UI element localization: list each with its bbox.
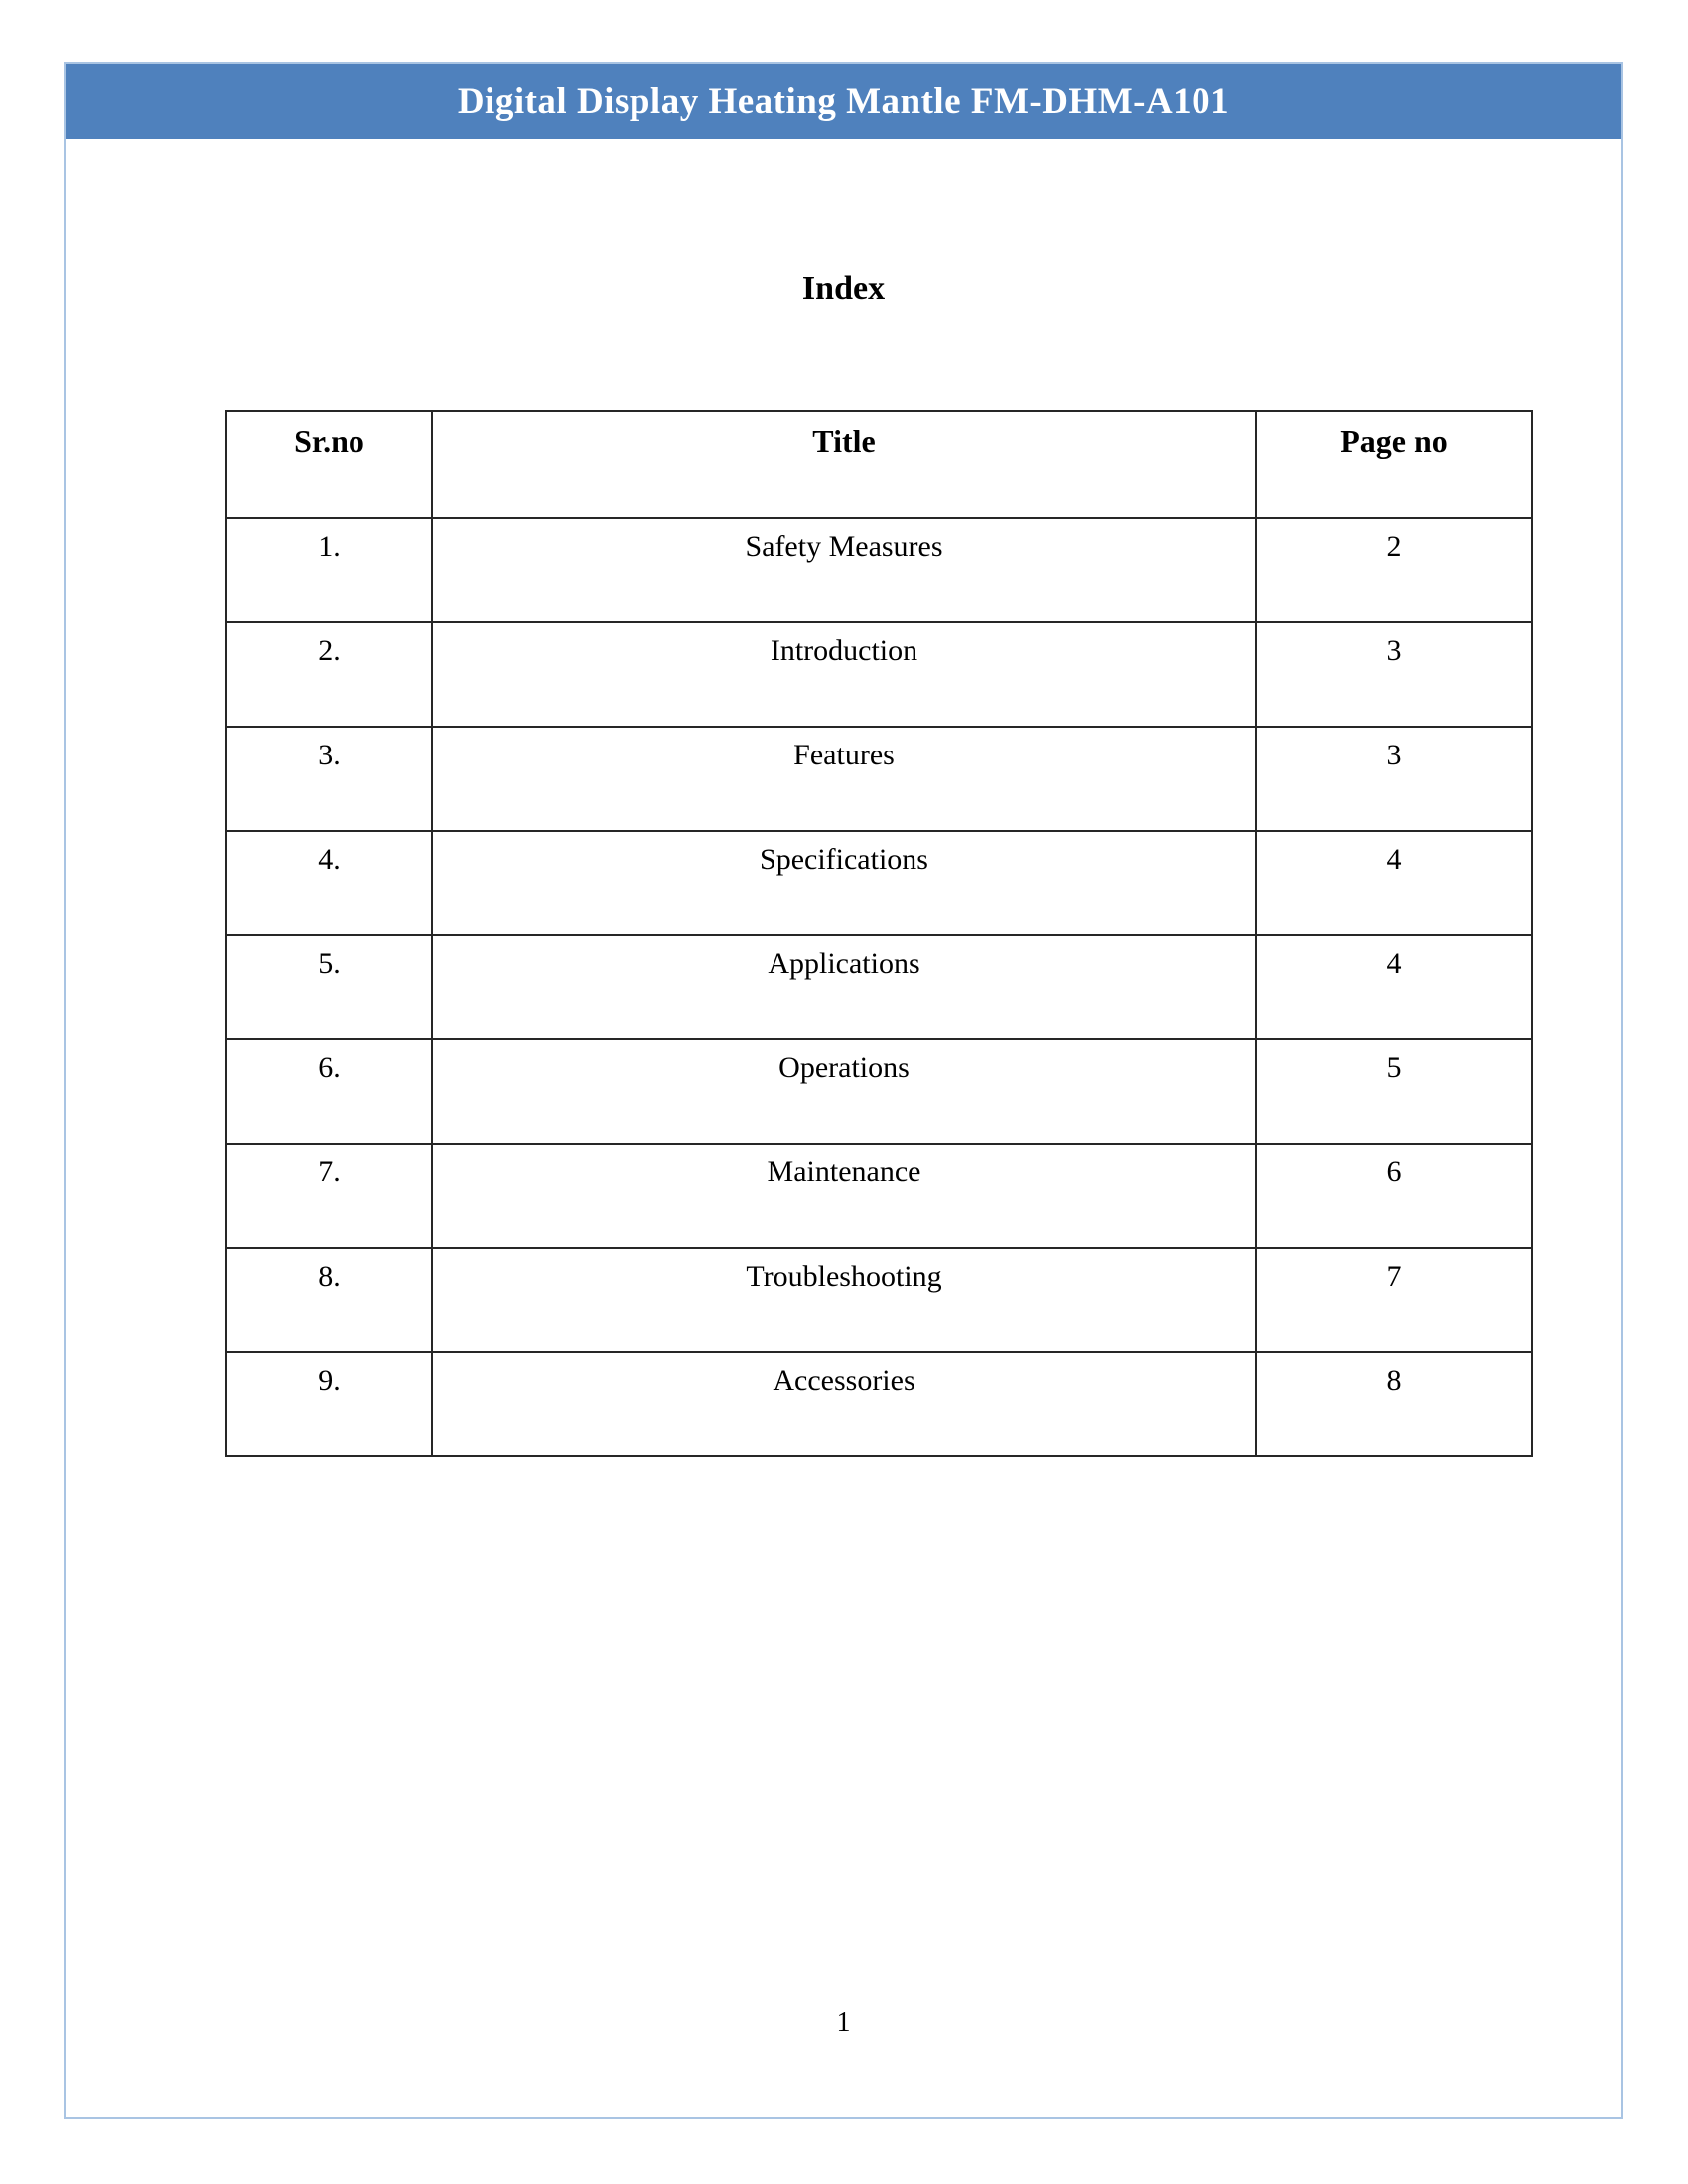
row-pageno: 5 <box>1256 1039 1532 1144</box>
table-row <box>226 831 1532 935</box>
table-row <box>226 622 1532 727</box>
row-srno: 5. <box>226 935 432 1039</box>
row-title: Operations <box>432 1039 1256 1144</box>
document-page <box>64 62 1623 2119</box>
table-row <box>226 935 1532 1039</box>
table-row <box>226 1144 1532 1248</box>
row-srno: 6. <box>226 1039 432 1144</box>
row-title: Accessories <box>432 1352 1256 1456</box>
row-title: Features <box>432 727 1256 831</box>
row-title: Maintenance <box>432 1144 1256 1248</box>
table-row <box>226 1352 1532 1456</box>
row-title: Applications <box>432 935 1256 1039</box>
row-srno: 9. <box>226 1352 432 1456</box>
index-heading: Index <box>801 270 886 307</box>
document-title: Digital Display Heating Mantle FM-DHM-A101 <box>457 80 1230 122</box>
row-pageno: 4 <box>1256 831 1532 935</box>
row-pageno: 6 <box>1256 1144 1532 1248</box>
row-srno: 8. <box>226 1248 432 1352</box>
row-pageno: 3 <box>1256 622 1532 727</box>
row-pageno: 7 <box>1256 1248 1532 1352</box>
row-srno: 1. <box>226 518 432 622</box>
row-pageno: 3 <box>1256 727 1532 831</box>
row-pageno: 8 <box>1256 1352 1532 1456</box>
row-srno: 3. <box>226 727 432 831</box>
table-row <box>226 518 1532 622</box>
document-header-bar <box>66 64 1621 139</box>
column-header-pageno: Page no <box>1256 411 1532 518</box>
table-row <box>226 727 1532 831</box>
row-srno: 4. <box>226 831 432 935</box>
row-srno: 2. <box>226 622 432 727</box>
row-title: Troubleshooting <box>432 1248 1256 1352</box>
table-row <box>226 1248 1532 1352</box>
row-srno: 7. <box>226 1144 432 1248</box>
footer-page-number: 1 <box>836 2007 851 2038</box>
column-header-title: Title <box>432 411 1256 518</box>
row-pageno: 2 <box>1256 518 1532 622</box>
row-title: Safety Measures <box>432 518 1256 622</box>
toc-header-row <box>226 411 1532 518</box>
row-pageno: 4 <box>1256 935 1532 1039</box>
table-row <box>226 1039 1532 1144</box>
row-title: Introduction <box>432 622 1256 727</box>
table-of-contents <box>225 410 1533 1457</box>
row-title: Specifications <box>432 831 1256 935</box>
column-header-srno: Sr.no <box>226 411 432 518</box>
